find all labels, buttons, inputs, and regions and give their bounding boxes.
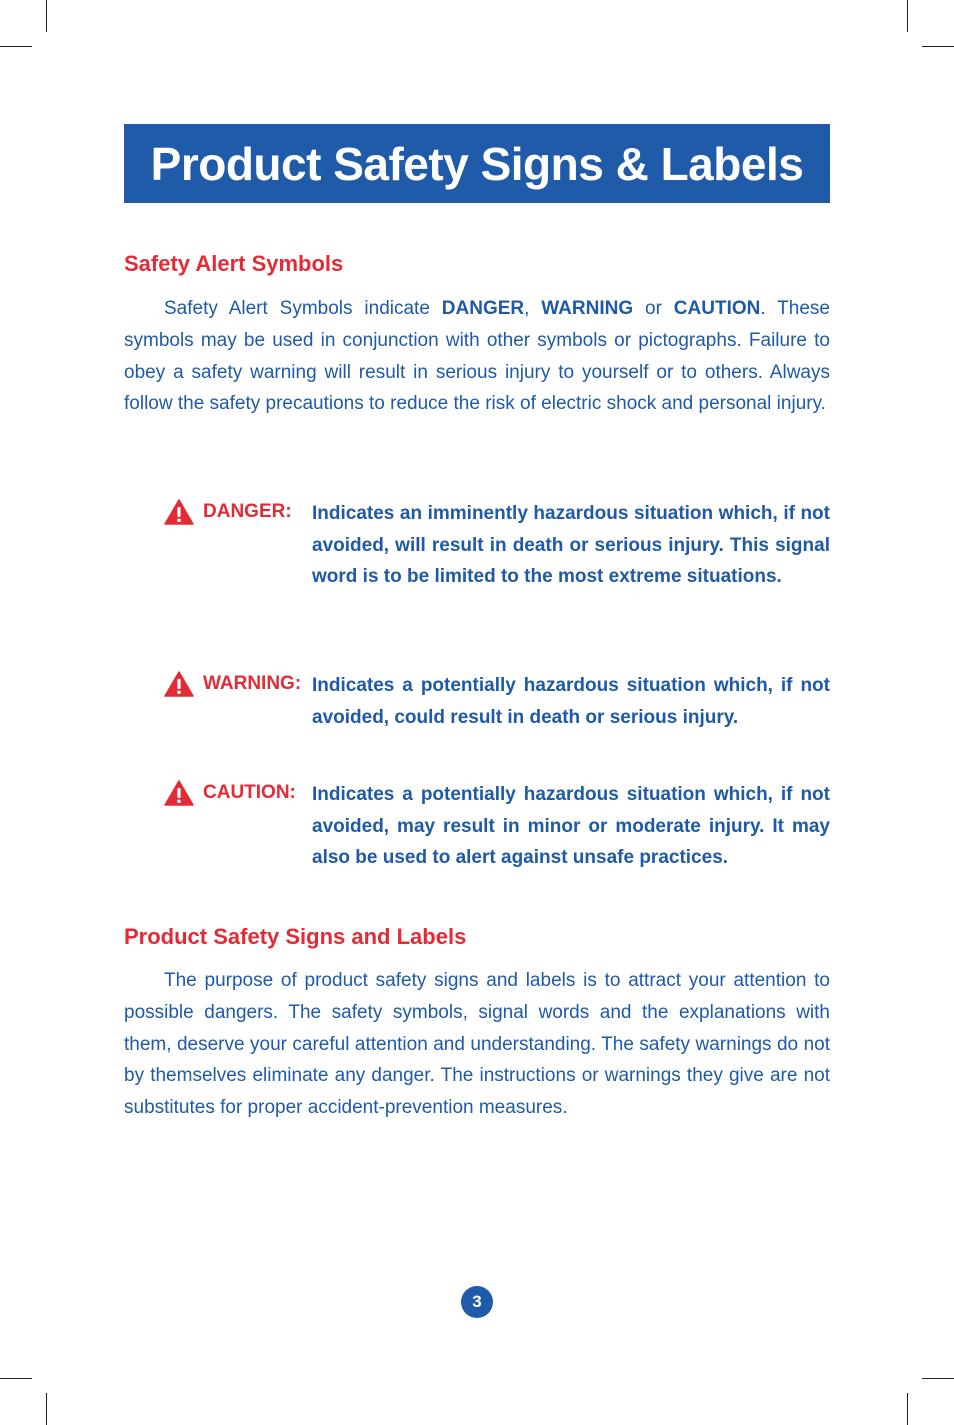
crop-mark-bottom-right-horizontal	[922, 1378, 954, 1379]
crop-mark-top-left-horizontal	[0, 46, 32, 47]
term-warning: WARNING	[541, 298, 634, 319]
signal-word-caution: CAUTION:	[203, 782, 296, 803]
signs-labels-paragraph: The purpose of product safety signs and labels is to attract your attention to possible dangers. The safety symbols, signal words and the explanations with them, deserve your careful attention and understanding. The safety warnings do not by themselves eliminate any danger. The instructions or warnings they give are not substitutes for proper accident-prevention measures.	[124, 970, 830, 1119]
signal-description-warning: Indicates a potentially hazardous situation which, if not avoided, could result in death or serious injury.	[312, 675, 830, 728]
section-heading-product-safety-signs-and-labels: Product Safety Signs and Labels	[124, 924, 467, 949]
crop-mark-bottom-right-vertical	[907, 1393, 908, 1425]
crop-mark-top-right-vertical	[907, 0, 908, 32]
title-banner	[124, 124, 830, 203]
signal-head-caution	[164, 780, 296, 806]
signal-word-danger: DANGER:	[203, 501, 292, 522]
signal-head-warning	[164, 671, 301, 697]
signal-description-danger: Indicates an imminently hazardous situation which, if not avoided, will result in death or serious injury. This signal word is to be limited to the most extreme situations.	[312, 503, 830, 588]
crop-mark-bottom-left-vertical	[46, 1393, 47, 1425]
section-heading-safety-alert-symbols: Safety Alert Symbols	[124, 251, 344, 276]
warning-triangle-icon	[164, 671, 194, 697]
intro-separator-2: or	[633, 298, 674, 319]
term-caution: CAUTION	[673, 298, 761, 319]
intro-suffix: . These symbols may be used in conjunction with other symbols or pictographs. Failure to obey a safety warning will result in serious injury to yourself or to others. Always follow the safety precautions to reduce the risk of electric shock and personal injury.	[124, 298, 830, 415]
warning-triangle-icon	[164, 499, 194, 525]
crop-mark-top-right-horizontal	[922, 46, 954, 47]
intro-separator-1: ,	[524, 298, 542, 319]
crop-mark-bottom-left-horizontal	[0, 1378, 32, 1379]
signal-description-caution: Indicates a potentially hazardous situation which, if not avoided, may result in minor or moderate injury. It may also be used to alert against unsafe practices.	[312, 784, 830, 869]
page-title: Product Safety Signs & Labels	[150, 137, 804, 190]
crop-mark-top-left-vertical	[46, 0, 47, 32]
intro-prefix: Safety Alert Symbols indicate	[164, 298, 442, 319]
signal-word-warning: WARNING:	[203, 673, 302, 694]
term-danger: DANGER	[441, 298, 525, 319]
signal-head-danger	[164, 499, 292, 525]
safety-alert-intro-paragraph	[124, 293, 830, 420]
warning-triangle-icon	[164, 780, 194, 806]
page-number-badge: 3	[461, 1286, 493, 1318]
